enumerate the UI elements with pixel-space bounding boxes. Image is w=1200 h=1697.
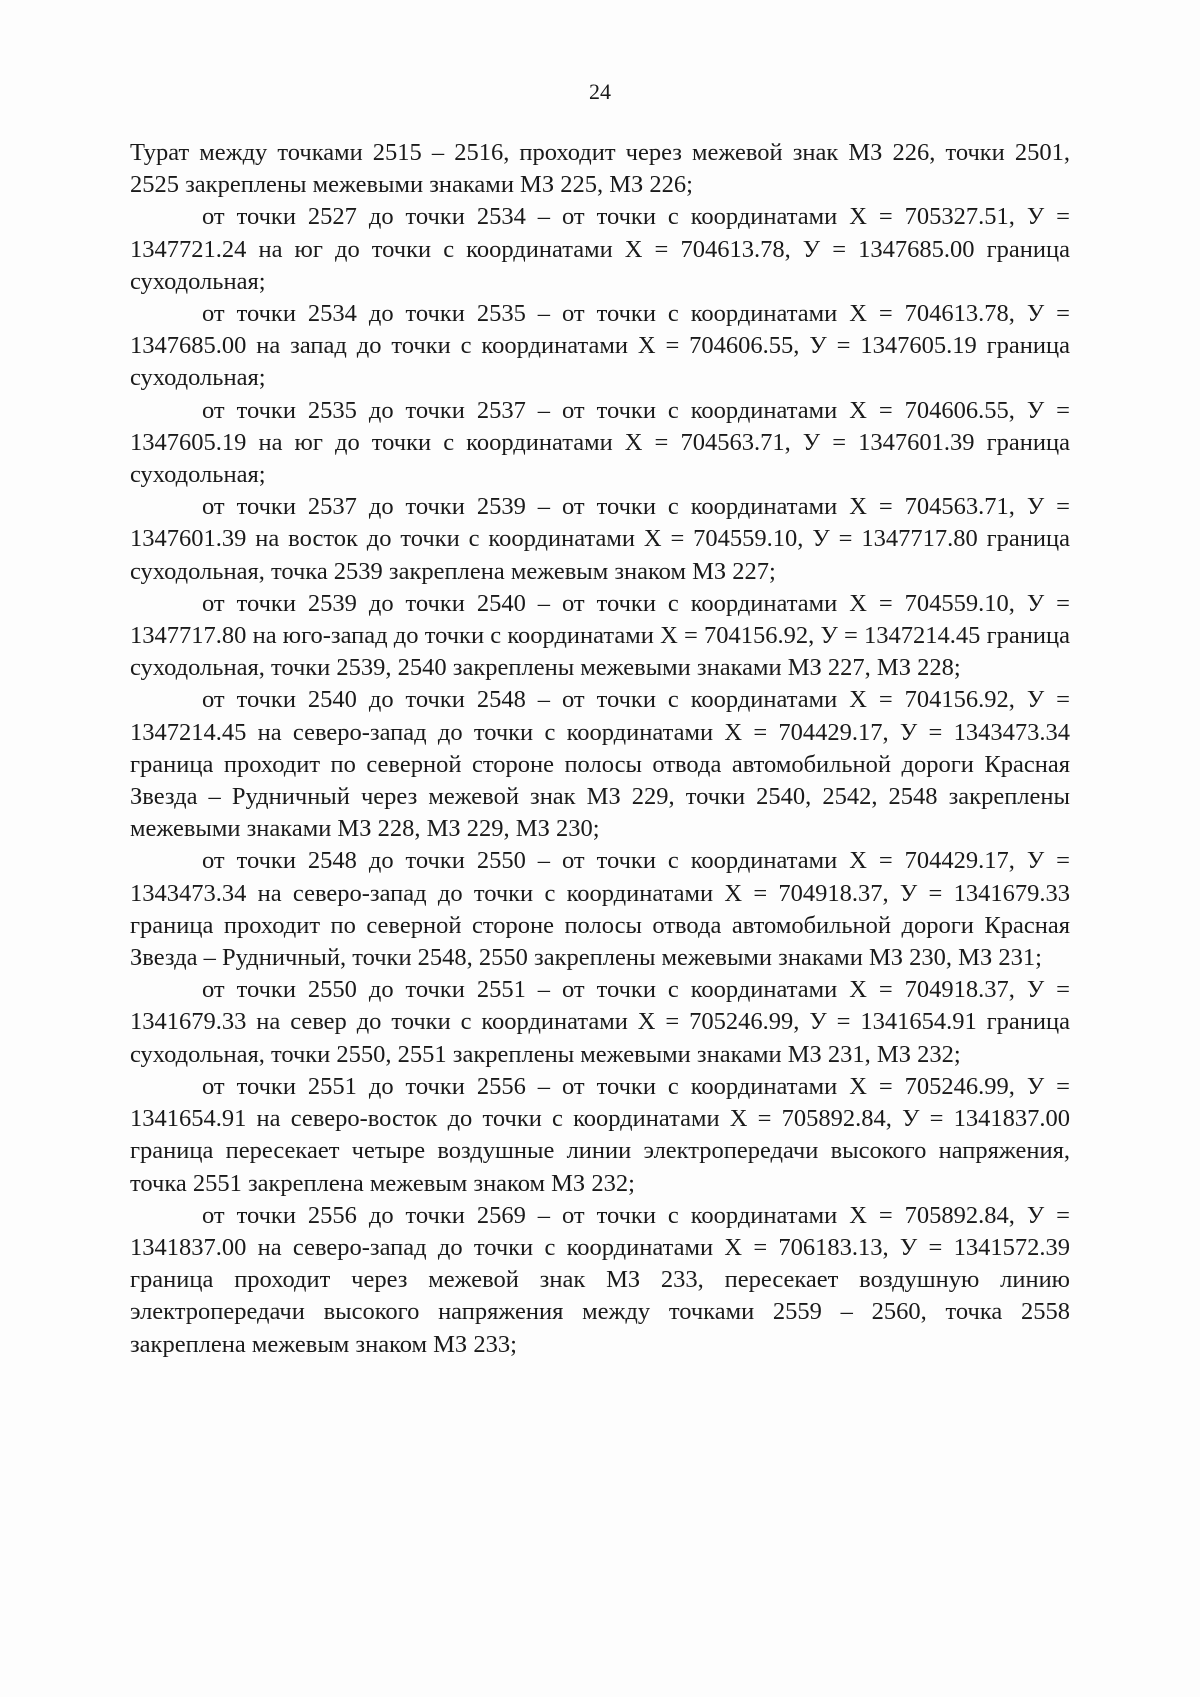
page-number: 24	[589, 79, 611, 104]
paragraph-4: от точки 2535 до точки 2537 – от точки с координатами X = 704606.55, У = 1347605.19 на юг до точки с координатами X = 704563.71, У = 1347601.39 граница суходольная;	[130, 396, 1070, 489]
paragraph-8: от точки 2548 до точки 2550 – от точки с координатами X = 704429.17, У = 1343473.34 на северо-запад до точки с координатами X = 704918.37, У = 1341679.33 граница проходит по северной стороне полосы отвода автомобильной дороги Красная Звезда – Рудничный, точки 2548, 2550 закреплены межевыми знаками МЗ 230, МЗ 231;	[130, 847, 1070, 972]
document-body	[130, 137, 1070, 1361]
paragraph-2: от точки 2527 до точки 2534 – от точки с координатами X = 705327.51, У = 1347721.24 на юг до точки с координатами X = 704613.78, У = 1347685.00 граница суходольная;	[130, 203, 1070, 295]
paragraph-7: от точки 2540 до точки 2548 – от точки с координатами X = 704156.92, У = 1347214.45 на северо-запад до точки с координатами X = 704429.17, У = 1343473.34 граница проходит по северной стороне полосы отвода автомобильной дороги Красная Звезда – Рудничный через межевой знак МЗ 229, точки 2540, 2542, 2548 закреплены межевыми знаками МЗ 228, МЗ 229, МЗ 230;	[130, 686, 1070, 843]
paragraph-5: от точки 2537 до точки 2539 – от точки с координатами X = 704563.71, У = 1347601.39 на восток до точки с координатами X = 704559.10, У = 1347717.80 граница суходольная, точка 2539 закреплена межевым знаком МЗ 227;	[130, 493, 1070, 585]
paragraph-3: от точки 2534 до точки 2535 – от точки с координатами X = 704613.78, У = 1347685.00 на запад до точки с координатами X = 704606.55, У = 1347605.19 граница суходольная;	[130, 300, 1070, 392]
paragraph-11: от точки 2556 до точки 2569 – от точки с координатами X = 705892.84, У = 1341837.00 на северо-запад до точки с координатами X = 706183.13, У = 1341572.39 граница проходит через межевой знак МЗ 233, пересекает воздушную линию электропередачи высокого напряжения между точками 2559 – 2560, точка 2558 закреплена межевым знаком МЗ 233;	[130, 1201, 1070, 1358]
paragraph-9: от точки 2550 до точки 2551 – от точки с координатами X = 704918.37, У = 1341679.33 на север до точки с координатами X = 705246.99, У = 1341654.91 граница суходольная, точки 2550, 2551 закреплены межевыми знаками МЗ 231, МЗ 232;	[130, 976, 1070, 1068]
paragraph-6: от точки 2539 до точки 2540 – от точки с координатами X = 704559.10, У = 1347717.80 на юго-запад до точки с координатами X = 704156.92, У = 1347214.45 граница суходольная, точки 2539, 2540 закреплены межевыми знаками МЗ 227, МЗ 228;	[130, 589, 1070, 682]
paragraph-1: Турат между точками 2515 – 2516, проходит через межевой знак МЗ 226, точки 2501, 2525 закреплены межевыми знаками МЗ 225, МЗ 226;	[130, 139, 1070, 199]
paragraph-10: от точки 2551 до точки 2556 – от точки с координатами X = 705246.99, У = 1341654.91 на северо-восток до точки с координатами X = 705892.84, У = 1341837.00 граница пересекает четыре воздушные линии электропередачи высокого напряжения, точка 2551 закреплена межевым знаком МЗ 232;	[130, 1072, 1070, 1197]
